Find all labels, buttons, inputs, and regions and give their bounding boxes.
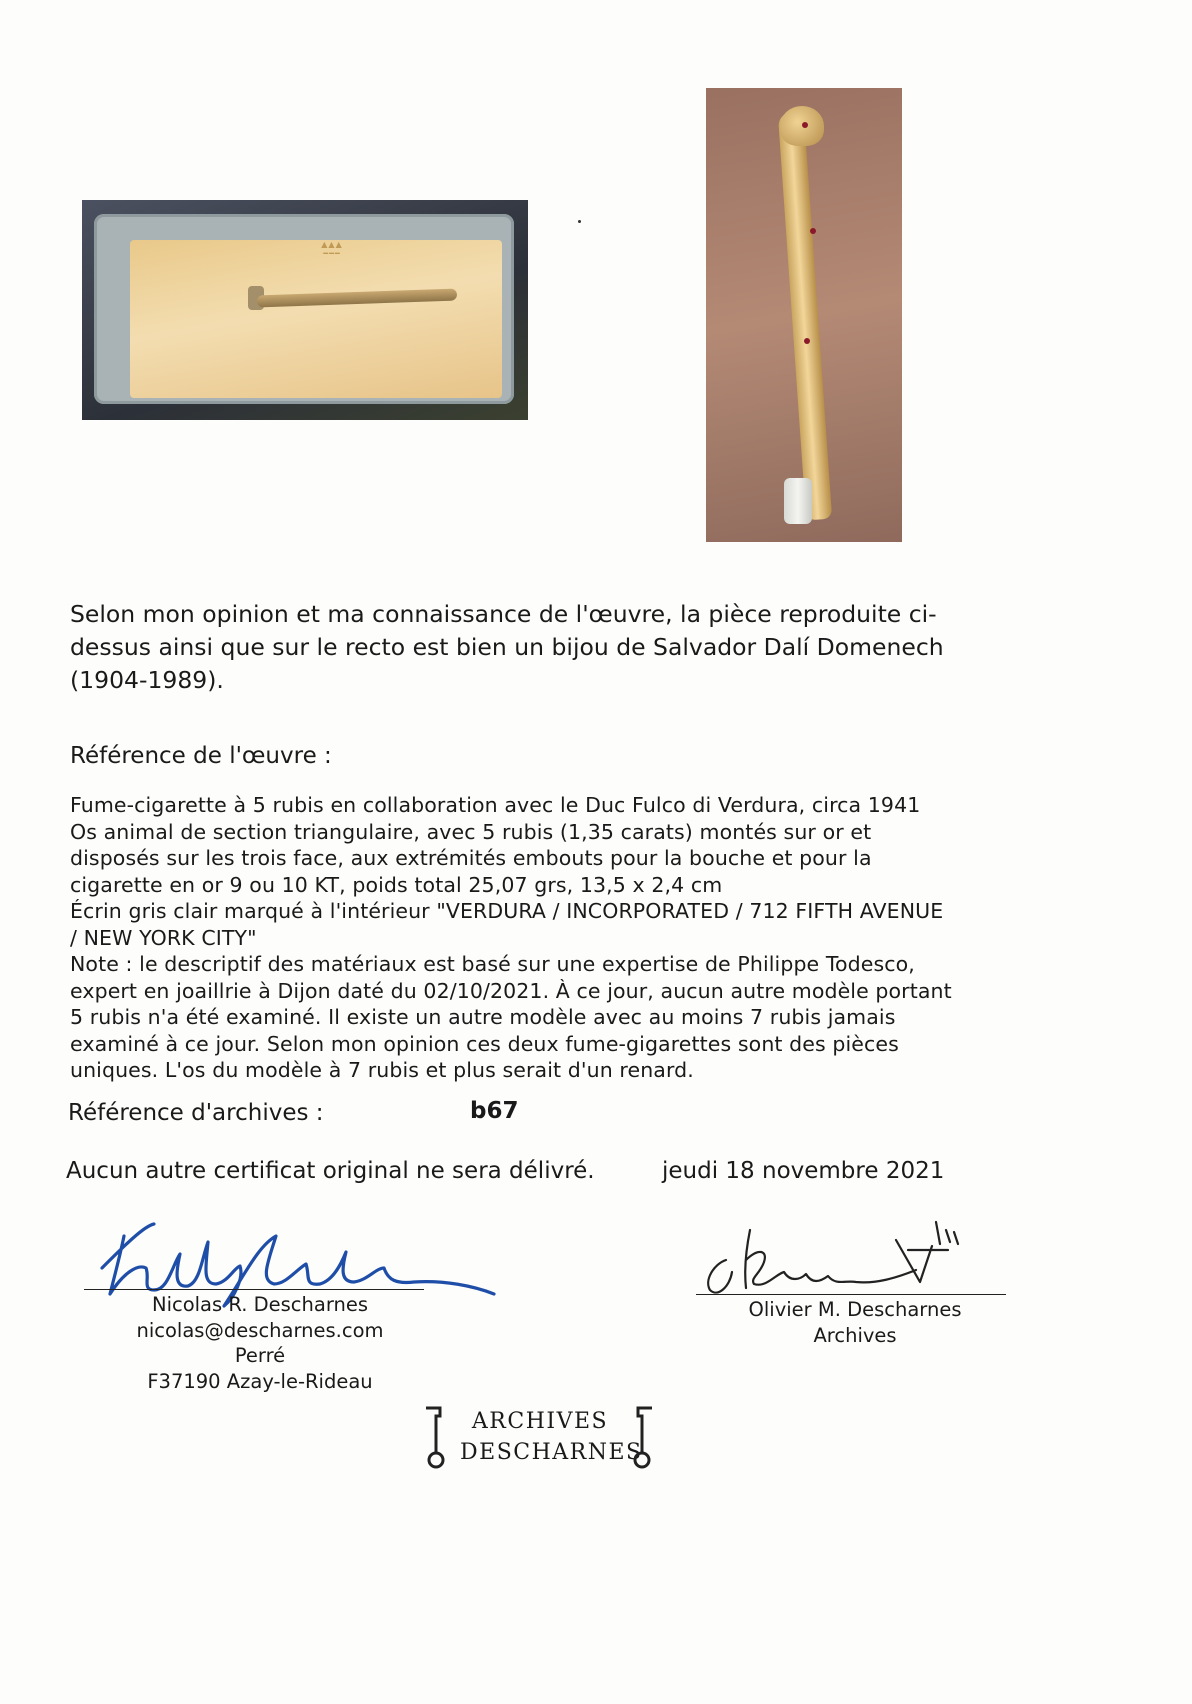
description-line: Os animal de section triangulaire, avec 5 rubis (1,35 carats) montés sur or et	[70, 819, 872, 844]
description-line: disposés sur les trois face, aux extrémités embouts pour la bouche et pour la	[70, 846, 872, 870]
key-icon	[420, 1402, 450, 1472]
description-line: Écrin gris clair marqué à l'intérieur "VERDURA / INCORPORATED / 712 FIFTH AVENUE	[70, 899, 944, 923]
description-line: Note : le descriptif des matériaux est basé sur une expertise de Philippe Todesco,	[70, 952, 915, 976]
signatory-left-address: F37190 Azay-le-Rideau	[147, 1369, 373, 1393]
archive-reference-code: b67	[470, 1098, 519, 1124]
opinion-line: (1904-1989).	[70, 666, 224, 694]
reference-heading: Référence de l'œuvre :	[70, 743, 332, 769]
description-line: expert en joaillrie à Dijon daté du 02/10/2021. À ce jour, aucun autre modèle portant	[70, 978, 952, 1003]
signatory-right-name: Olivier M. Descharnes	[748, 1298, 962, 1321]
description-line: 5 rubis n'a été examiné. Il existe un autre modèle avec au moins 7 rubis jamais	[70, 1005, 896, 1029]
verdura-mark: ▲▲▲ ━━━	[321, 240, 343, 258]
speck	[578, 220, 581, 223]
case-photo	[82, 200, 528, 420]
signatory-left-email[interactable]: nicolas@descharnes.com	[136, 1318, 384, 1342]
description-line: cigarette en or 9 ou 10 KT, poids total 25,07 grs, 13,5 x 2,4 cm	[70, 872, 723, 897]
key-icon	[628, 1402, 658, 1472]
signatory-left-place: Perré	[234, 1344, 286, 1367]
archives-logo-line1: ARCHIVES	[471, 1409, 609, 1434]
archive-reference-label: Référence d'archives :	[68, 1100, 324, 1126]
description-line: uniques. L'os du modèle à 7 rubis et plus serait d'un renard.	[70, 1058, 694, 1082]
signature-line-right	[696, 1294, 1006, 1295]
ruby-icon	[802, 122, 808, 128]
opinion-line: Selon mon opinion et ma connaissance de l'œuvre, la pièce reproduite ci-	[70, 600, 937, 628]
description-line: examiné à ce jour. Selon mon opinion ces deux fume-gigarettes sont des pièces	[70, 1031, 899, 1056]
mouthpiece	[784, 478, 812, 524]
archives-logo-text	[460, 1406, 643, 1468]
archives-descharnes-logo	[420, 1402, 660, 1472]
description-line: / NEW YORK CITY"	[70, 925, 257, 950]
description-line: Fume-cigarette à 5 rubis en collaboration avec le Duc Fulco di Verdura, circa 1941	[70, 793, 921, 817]
opinion-paragraph	[70, 598, 1030, 697]
signature-line-left	[84, 1289, 424, 1290]
reference-description	[70, 792, 1080, 1084]
ruby-icon	[810, 228, 816, 234]
certificate-notice: Aucun autre certificat original ne sera délivré.	[66, 1158, 595, 1184]
certificate-date: jeudi 18 novembre 2021	[662, 1158, 945, 1184]
bone-shaft	[778, 112, 832, 521]
signatory-left-block	[110, 1292, 410, 1394]
ruby-icon	[804, 338, 810, 344]
bone-holder-photo	[706, 88, 902, 542]
archives-logo-line2: DESCHARNES	[460, 1440, 643, 1465]
signatory-right-block	[720, 1297, 990, 1348]
opinion-line: dessus ainsi que sur le recto est bien un bijou de Salvador Dalí Domenech	[70, 633, 944, 661]
signatory-right-role: Archives	[813, 1323, 897, 1347]
signatory-left-name: Nicolas R. Descharnes	[151, 1293, 369, 1316]
